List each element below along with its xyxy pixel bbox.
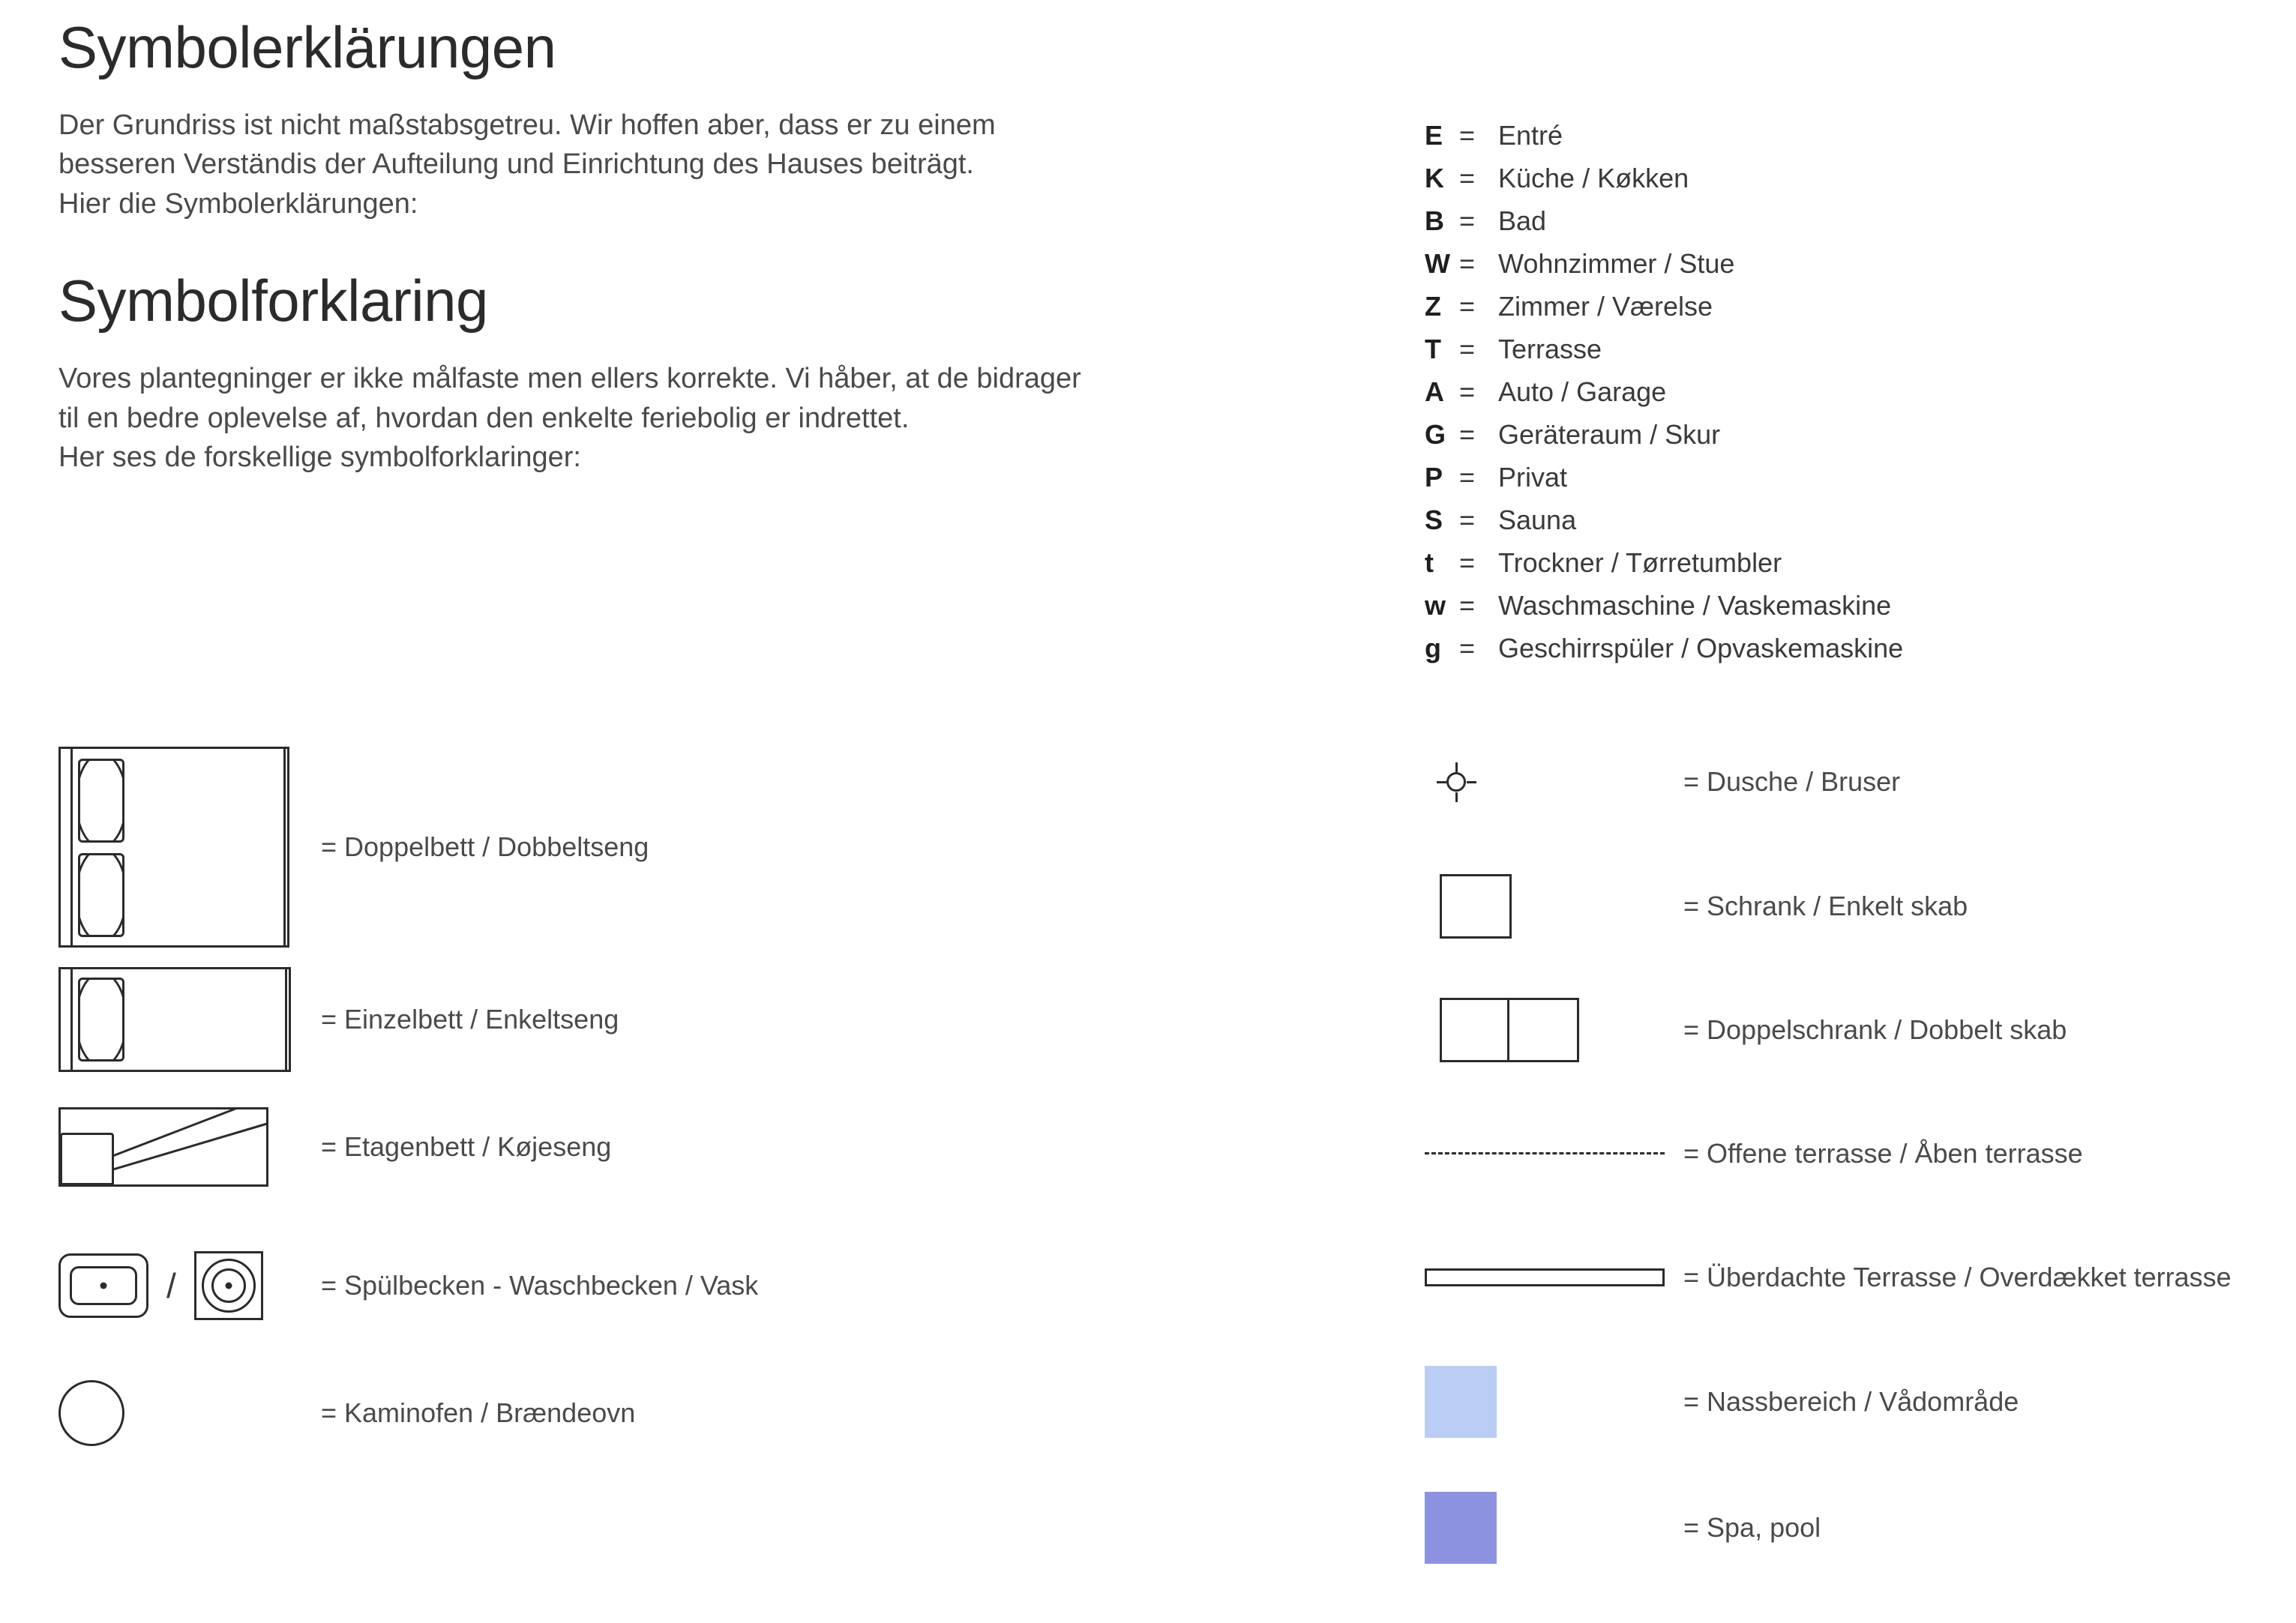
- abbreviation-row: [1425, 291, 2265, 334]
- abbreviation-row: [1425, 163, 2265, 205]
- legend-label: = Einzelbett / Enkeltseng: [321, 1004, 619, 1035]
- legend-label: = Doppelschrank / Dobbelt skab: [1683, 1014, 2067, 1045]
- intro-paragraph-danish: [58, 335, 1401, 477]
- legend-label: = Spülbecken - Waschbecken / Vask: [321, 1270, 759, 1301]
- abbreviation-row: [1425, 462, 2265, 505]
- legend-label: = Kaminofen / Brændeovn: [321, 1397, 636, 1428]
- legend-label: = Schrank / Enkelt skab: [1683, 890, 1968, 921]
- abbreviation-value: Bad: [1498, 205, 1547, 236]
- legend-item-wardrobe-double: [1425, 968, 2280, 1091]
- intro-line: Hier die Symbolerklärungen:: [58, 187, 418, 220]
- intro-line: Vores plantegninger er ikke målfaste men ellers korrekte. Vi håber, at de bidrager: [58, 363, 1081, 395]
- abbreviation-equals: =: [1459, 291, 1476, 322]
- legend-item-open-terrace: [1425, 1091, 2280, 1215]
- legend-label: = Offene terrasse / Åben terrasse: [1683, 1137, 2083, 1169]
- abbreviation-equals: =: [1459, 120, 1476, 151]
- abbreviation-key: K: [1425, 163, 1444, 193]
- abbreviation-value: Geräteraum / Skur: [1498, 419, 1721, 450]
- abbreviation-value: Zimmer / Værelse: [1498, 291, 1713, 322]
- left-legend-list: [58, 738, 1408, 1466]
- open-terrace-icon: [1425, 1152, 1683, 1154]
- abbreviation-key: E: [1425, 120, 1443, 151]
- abbreviation-row: [1425, 120, 2265, 163]
- sink-rect-icon: [58, 1253, 148, 1318]
- abbreviation-key: g: [1425, 633, 1441, 663]
- abbreviation-key: S: [1425, 505, 1443, 535]
- abbreviation-value: Privat: [1498, 462, 1568, 493]
- abbreviation-row: [1425, 547, 2265, 590]
- abbreviation-key: Z: [1425, 291, 1441, 322]
- double-bed-icon: [58, 747, 321, 948]
- abbreviation-row: [1425, 590, 2265, 633]
- abbreviation-value: Terrasse: [1498, 334, 1602, 364]
- abbreviation-equals: =: [1459, 462, 1476, 493]
- legend-item-spa-pool: [1425, 1465, 2280, 1591]
- legend-item-single-bed: [58, 956, 1408, 1083]
- abbreviation-equals: =: [1459, 419, 1476, 450]
- shower-icon: [1425, 765, 1683, 798]
- intro-line: besseren Verständis der Aufteilung und Einrichtung des Hauses beiträgt.: [58, 148, 974, 181]
- right-legend-list: [1425, 720, 2280, 1591]
- wood-stove-icon: [58, 1380, 321, 1446]
- legend-label: = Doppelbett / Dobbeltseng: [321, 831, 649, 862]
- abbreviation-value: Trockner / Tørretumbler: [1498, 547, 1782, 578]
- abbreviation-equals: =: [1459, 590, 1476, 621]
- abbreviation-value: Geschirrspüler / Opvaskemaskine: [1498, 633, 1904, 663]
- legend-item-bunk-bed: [58, 1083, 1408, 1211]
- legend-item-sink: [58, 1211, 1408, 1361]
- legend-item-double-bed: [58, 738, 1408, 956]
- abbreviation-equals: =: [1459, 505, 1476, 535]
- legend-item-wood-stove: [58, 1361, 1408, 1466]
- left-column: [58, 0, 1401, 478]
- abbreviation-value: Auto / Garage: [1498, 376, 1667, 407]
- abbreviation-value: Entré: [1498, 120, 1563, 151]
- legend-label: = Etagenbett / Køjeseng: [321, 1131, 612, 1162]
- intro-line: Der Grundriss ist nicht maßstabsgetreu. Wir hoffen aber, dass er zu einem: [58, 109, 996, 141]
- page-title-german: Symbolerklärungen: [58, 14, 556, 80]
- bunk-bed-icon: [58, 1107, 321, 1187]
- intro-line: til en bedre oplevelse af, hvordan den enkelte feriebolig er indrettet.: [58, 402, 910, 434]
- abbreviation-row: [1425, 248, 2265, 291]
- wet-area-swatch-icon: [1425, 1366, 1683, 1438]
- abbreviation-value: Waschmaschine / Vaskemaskine: [1498, 590, 1892, 621]
- symbol-separator: /: [166, 1266, 176, 1305]
- legend-item-covered-terrace: [1425, 1215, 2280, 1339]
- abbreviation-key: T: [1425, 334, 1441, 364]
- covered-terrace-icon: [1425, 1268, 1683, 1286]
- abbreviation-row: [1425, 334, 2265, 376]
- legend-item-wardrobe-single: [1425, 844, 2280, 968]
- abbreviation-value: Wohnzimmer / Stue: [1498, 248, 1735, 279]
- abbreviation-key: t: [1425, 547, 1434, 578]
- legend-label: = Dusche / Bruser: [1683, 766, 1901, 797]
- spa-pool-swatch-icon: [1425, 1492, 1683, 1564]
- abbreviation-value: Sauna: [1498, 505, 1577, 535]
- abbreviation-key: B: [1425, 205, 1444, 236]
- abbreviation-row: [1425, 505, 2265, 547]
- legend-label: = Überdachte Terrasse / Overdækket terrasse: [1683, 1261, 2232, 1292]
- intro-paragraph-german: [58, 82, 1401, 223]
- sink-icon: [58, 1251, 321, 1320]
- abbreviation-key: P: [1425, 462, 1443, 493]
- abbreviation-equals: =: [1459, 547, 1476, 578]
- abbreviation-key: A: [1425, 376, 1444, 407]
- abbreviation-equals: =: [1459, 205, 1476, 236]
- abbreviation-equals: =: [1459, 334, 1476, 364]
- legend-item-shower: [1425, 720, 2280, 844]
- abbreviation-row: [1425, 205, 2265, 248]
- wardrobe-single-icon: [1425, 874, 1683, 939]
- abbreviation-equals: =: [1459, 248, 1476, 279]
- abbreviation-equals: =: [1459, 376, 1476, 407]
- legend-label: = Nassbereich / Vådområde: [1683, 1386, 2019, 1417]
- legend-item-wet-area: [1425, 1339, 2280, 1465]
- single-bed-icon: [58, 967, 321, 1072]
- abbreviation-value: Küche / Køkken: [1498, 163, 1689, 193]
- legend-label: = Spa, pool: [1683, 1512, 1821, 1543]
- page-title-danish: Symbolforklaring: [58, 268, 488, 334]
- abbreviation-equals: =: [1459, 633, 1476, 663]
- wardrobe-double-icon: [1425, 998, 1683, 1062]
- sink-round-icon: [194, 1251, 263, 1320]
- abbreviation-row: [1425, 633, 2265, 675]
- abbreviation-equals: =: [1459, 163, 1476, 193]
- abbreviation-row: [1425, 419, 2265, 462]
- abbreviation-list: [1425, 120, 2265, 675]
- abbreviation-key: w: [1425, 590, 1446, 621]
- abbreviation-key: G: [1425, 419, 1446, 450]
- abbreviation-key: W: [1425, 248, 1450, 279]
- abbreviation-row: [1425, 376, 2265, 419]
- intro-line: Her ses de forskellige symbolforklaringer:: [58, 442, 581, 474]
